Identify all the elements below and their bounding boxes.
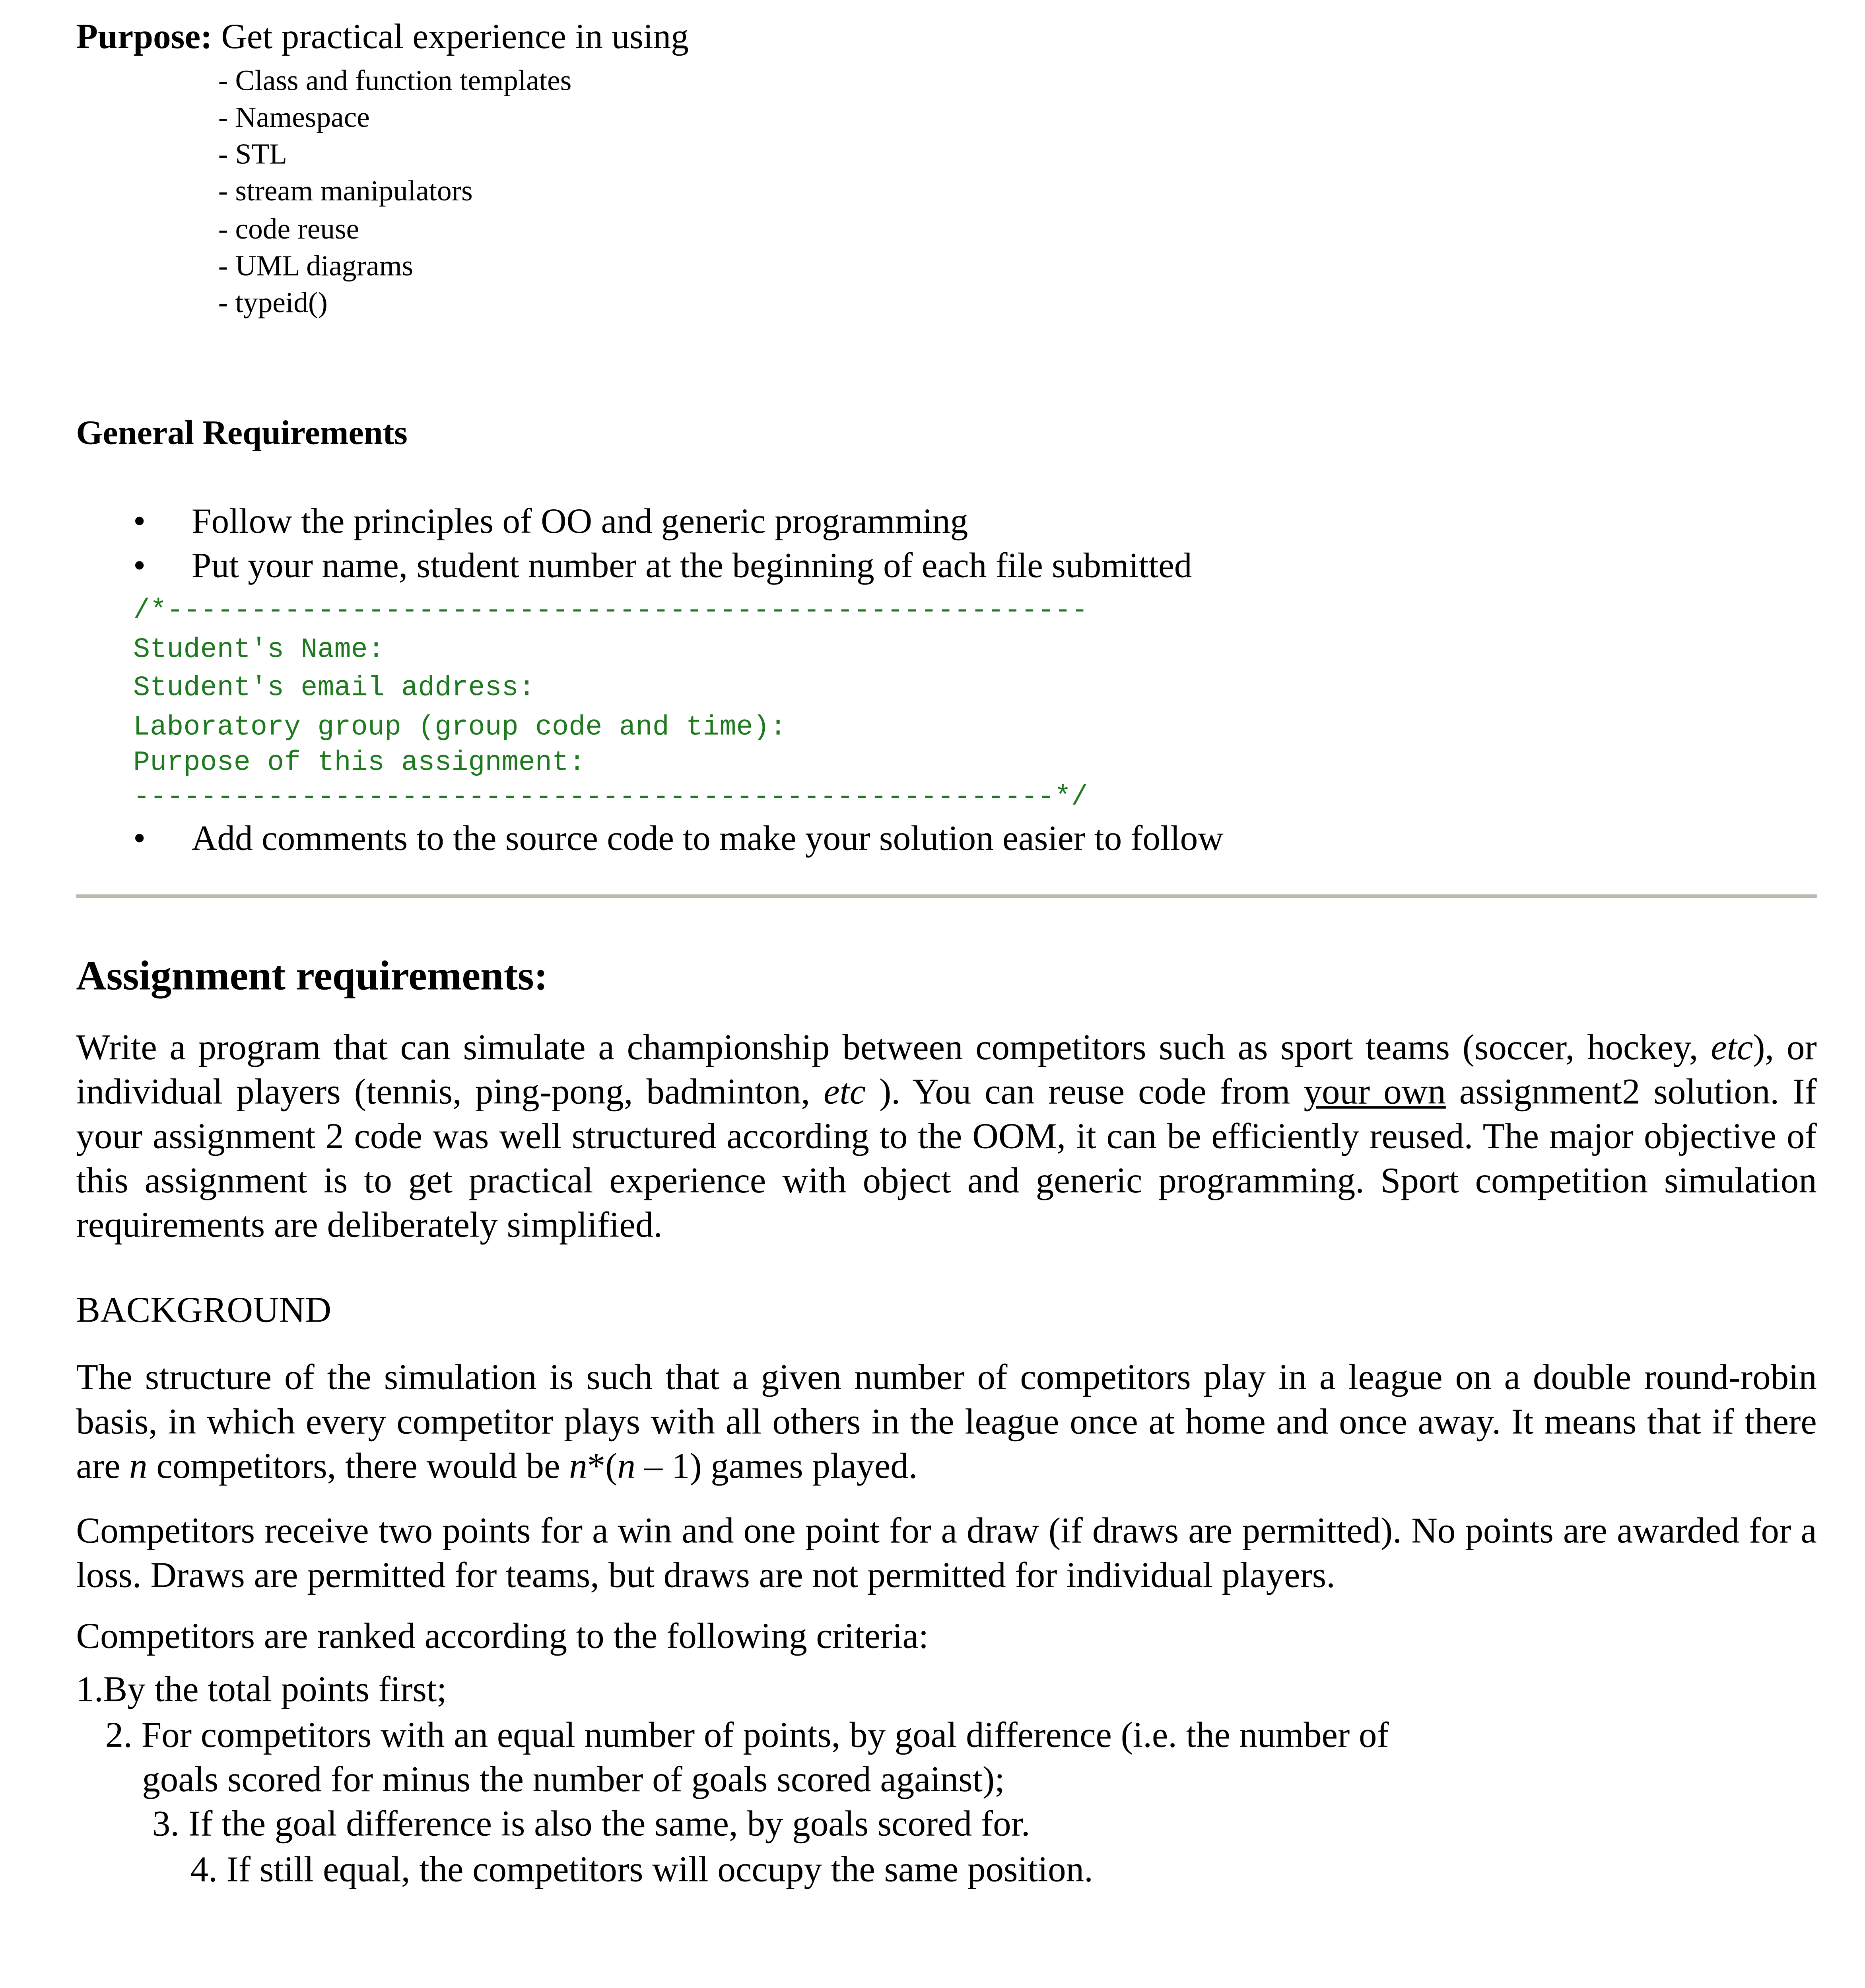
background-heading: BACKGROUND [76,1291,332,1331]
code-line: Student's Name: [133,634,385,666]
criteria-item: 2. For competitors with an equal number of points, by goal difference (i.e. the number of [105,1716,1389,1756]
purpose-item: - Class and function templates [218,64,572,97]
general-requirements-heading: General Requirements [76,414,408,452]
code-line: Purpose of this assignment: [133,747,586,779]
bullet-item [133,502,968,543]
criteria-item: goals scored for minus the number of goals scored against); [142,1761,1005,1800]
purpose-text: Get practical experience in using [221,17,689,57]
criteria-item: 3. If the goal difference is also the same, by goals scored for. [152,1805,1030,1844]
code-line: Student's email address: [133,672,535,704]
bullet-text: Put your name, student number at the beginning of each file submitted [191,547,1192,586]
purpose-item: - UML diagrams [218,250,414,282]
code-line: Laboratory group (group code and time): [133,711,787,744]
purpose-line [76,18,688,58]
code-line: /*------------------------------------------------------- [133,595,1088,627]
purpose-label: Purpose: [76,17,212,57]
intro-paragraph: Write a program that can simulate a championship between competitors such as sport teams (soccer, hockey, etc), or individual players (tennis, ping-pong, badminton, etc ). You can reuse code from your own assignment2 solution. If your assignment 2 code was well structured according to the OOM, it can be efficiently reused. The major objective of this assignment is to get practical experience with object and generic programming. Sport competition simulation requirements are deliberately simplified. [76,1029,1817,1246]
bullet-text: Follow the principles of OO and generic programming [191,502,968,542]
criteria-item: 1.By the total points first; [76,1670,447,1710]
purpose-item: - stream manipulators [218,175,473,207]
purpose-item: - code reuse [218,213,359,245]
divider [76,894,1816,898]
bullet-icon: • [133,502,146,542]
bullet-item [133,547,1192,587]
bullet-text: Add comments to the source code to make your solution easier to follow [191,819,1224,859]
bullet-icon: • [133,547,146,586]
points-paragraph: Competitors receive two points for a win and one point for a draw (if draws are permitted). No points are awarded for a loss. Draws are permitted for teams, but draws are not permitted for individual players. [76,1512,1817,1596]
ranking-intro: Competitors are ranked according to the following criteria: [76,1617,929,1657]
assignment-heading: Assignment requirements: [76,954,548,1000]
criteria-item: 4. If still equal, the competitors will occupy the same position. [190,1850,1093,1890]
purpose-item: - typeid() [218,287,328,318]
code-line: -------------------------------------------------------*/ [133,781,1088,813]
bullet-icon: • [133,819,146,859]
purpose-item: - STL [218,138,288,170]
purpose-item: - Namespace [218,101,370,134]
background-paragraph: The structure of the simulation is such that a given number of competitors play in a league on a double round-robin basis, in which every competitor plays with all others in the league once at home and once away. It means that if there are n competitors, there would be n*(n – 1) games played. [76,1359,1817,1487]
bullet-item [133,819,1224,860]
